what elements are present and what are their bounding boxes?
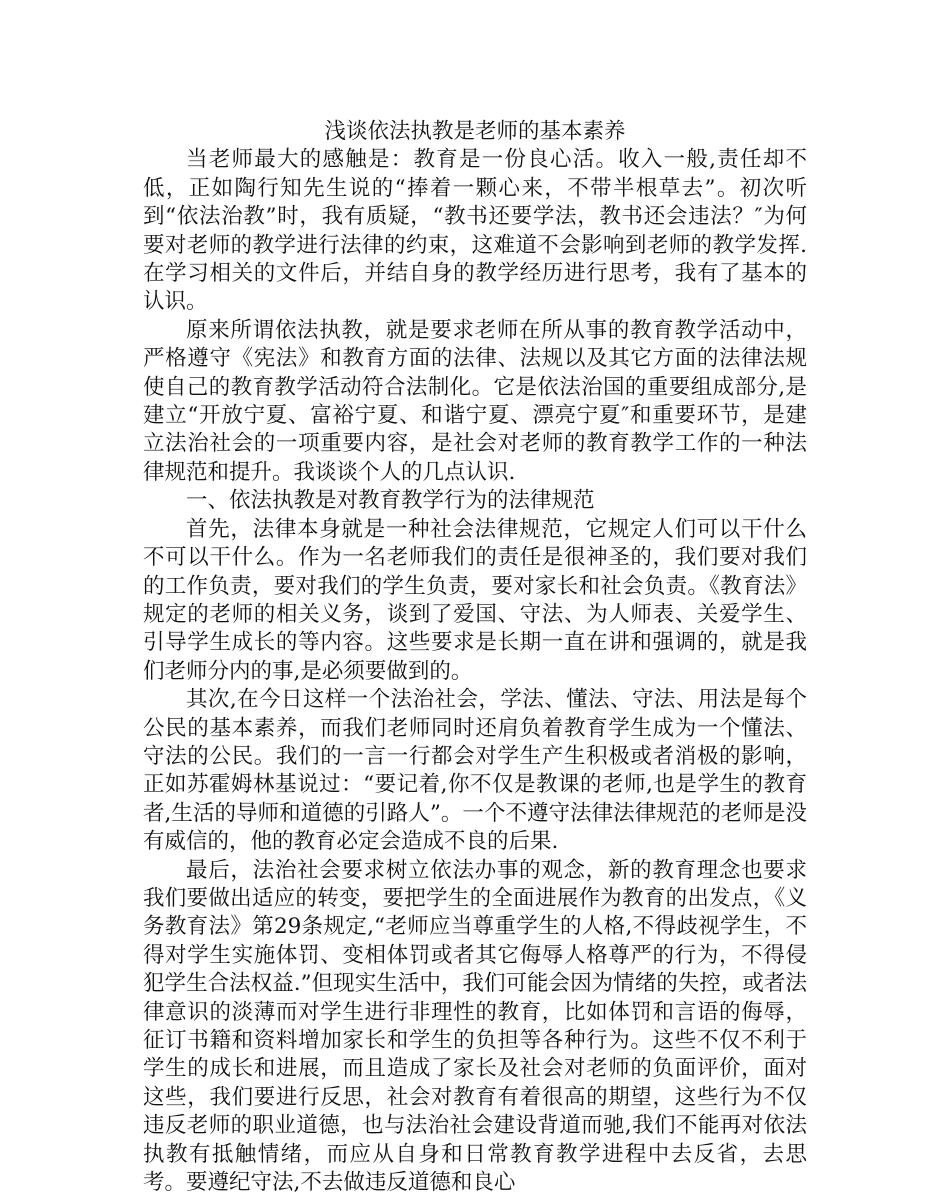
paragraph-second: 其次,在今日这样一个法治社会，学法、懂法、守法、用法是每个公民的基本素养，而我们老师同时还肩负着教育学生成为一个懂法、守法的公民。我们的一言一行都会对学生产生积极或者消极的影响，正如苏霍姆林基说过：“要记着,你不仅是教课的老师,也是学生的教育者,生活的导师和道德的引路人”。一个不遵守法律法律规范的老师是没有威信的，他的教育必定会造成不良的后果. [143,687,807,855]
document-body [143,118,807,1197]
paragraph-intro: 当老师最大的感触是：教育是一份良心活。收入一般,责任却不低，正如陶行知先生说的“捧着一颗心来，不带半根草去”。初次听到“依法治教”时，我有质疑，“教书还要学法，教书还会违法？″为何要对老师的教学进行法律的约束，这难道不会影响到老师的教学发挥.在学习相关的文件后，并结自身的教学经历进行思考，我有了基本的认识。 [143,147,807,315]
document-title: 浅谈依法执教是老师的基本素养 [324,119,626,144]
paragraph-first: 首先，法律本身就是一种社会法律规范，它规定人们可以干什么不可以干什么。作为一名老师我们的责任是很神圣的，我们要对我们的工作负责，要对我们的学生负责，要对家长和社会负责。《教育法》规定的老师的相关义务，谈到了爱国、守法、为人师表、关爱学生、引导学生成长的等内容。这些要求是长期一直在讲和强调的，就是我们老师分内的事,是必须要做到的。 [143,516,807,684]
paragraph-last: 最后，法治社会要求树立依法办事的观念，新的教育理念也要求我们要做出适应的转变，要把学生的全面进展作为教育的出发点，《义务教育法》第29条规定,“老师应当尊重学生的人格,不得歧视学生，不得对学生实施体罚、变相体罚或者其它侮辱人格尊严的行为，不得侵犯学生合法权益.”但现实生活中，我们可能会因为情绪的失控，或者法律意识的淡薄而对学生进行非理性的教育，比如体罚和言语的侮辱，征订书籍和资料增加家长和学生的负担等各种行为。这些不仅不利于学生的成长和进展，而且造成了家长及社会对老师的负面评价，面对这些，我们要进行反思，社会对教育有着很高的期望，这些行为不仅违反老师的职业道德，也与法治社会建设背道而驰,我们不能再对依法执教有抵触情绪，而应从自身和日常教育教学进程中去反省，去思考。要遵纪守法,不去做违反道德和良心 [143,857,807,1196]
section-heading-1: 一、依法执教是对教育教学行为的法律规范 [186,488,595,514]
paragraph-definition: 原来所谓依法执教，就是要求老师在所从事的教育教学活动中，严格遵守《宪法》和教育方面的法律、法规以及其它方面的法律法规使自己的教育教学活动符合法制化。它是依法治国的重要组成部分,是建立“开放宁夏、富裕宁夏、和谐宁夏、漂亮宁夏″和重要环节，是建立法治社会的一项重要内容，是社会对老师的教育教学工作的一种法律规范和提升。我谈谈个人的几点认识. [143,317,807,485]
